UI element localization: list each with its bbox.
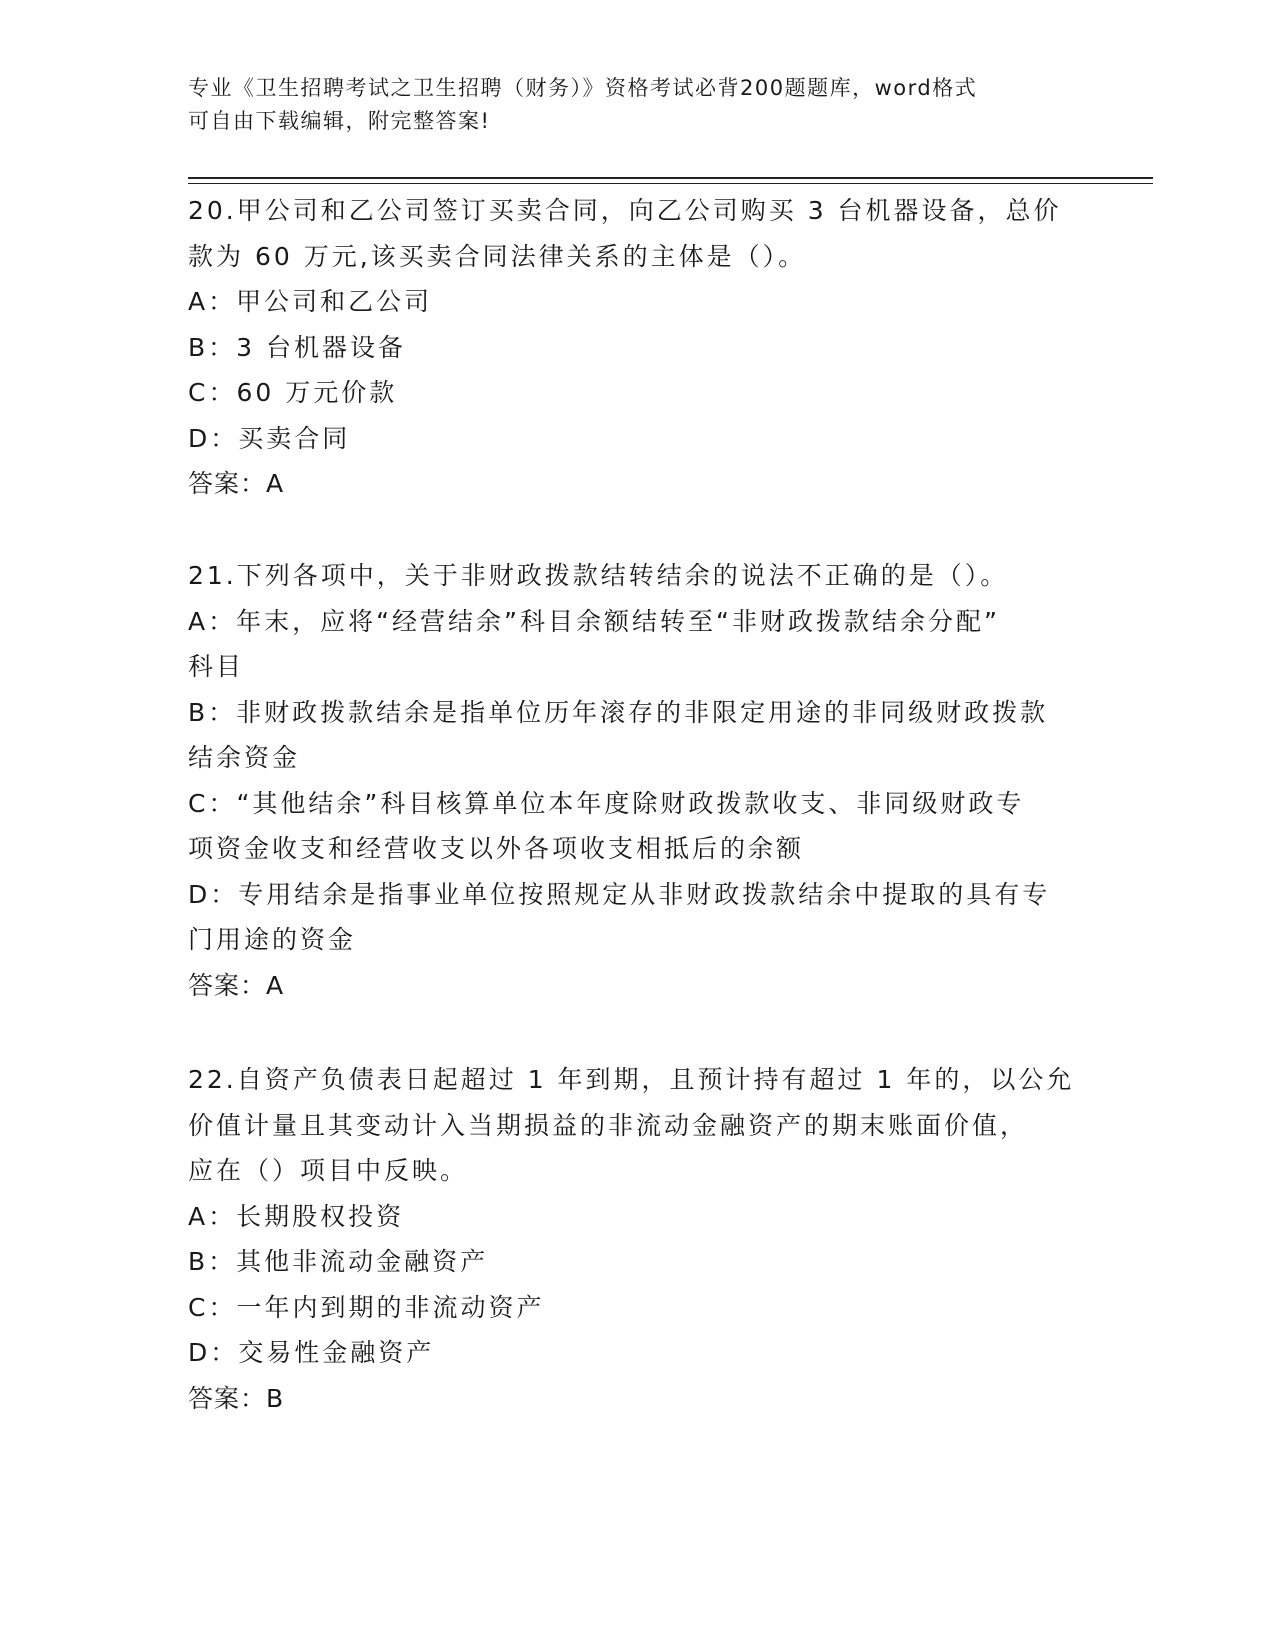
option-b: B：其他非流动金融资产 <box>188 1247 489 1276</box>
option-d-continuation: 门用途的资金 <box>188 925 357 954</box>
question-stem-line: 22.自资产负债表日起超过 1 年到期，且预计持有超过 1 年的，以公允 <box>188 1065 1075 1094</box>
question-stem-line: 价值计量且其变动计入当期损益的非流动金融资产的期末账面价值， <box>188 1110 1029 1140</box>
answer-line: 答案：A <box>188 970 285 1000</box>
option-b: B：3 台机器设备 <box>188 332 407 362</box>
option-b: B：非财政拨款结余是指单位历年滚存的非限定用途的非同级财政拨款 <box>188 697 1049 727</box>
header-divider-thick <box>188 177 1153 179</box>
option-c: C：60 万元价款 <box>188 378 398 407</box>
option-a-continuation: 科目 <box>188 652 245 681</box>
option-a: A：甲公司和乙公司 <box>188 287 433 316</box>
question-stem-line: 20.甲公司和乙公司签订买卖合同，向乙公司购买 3 台机器设备，总价 <box>188 196 1062 225</box>
question-stem-line: 款为 60 万元,该买卖合同法律关系的主体是（）。 <box>188 241 807 271</box>
option-c: C：一年内到期的非流动资产 <box>188 1292 545 1322</box>
option-d: D：买卖合同 <box>188 423 351 453</box>
option-d: D：交易性金融资产 <box>188 1338 435 1367</box>
question-stem-line: 应在（）项目中反映。 <box>188 1156 469 1185</box>
option-d: D：专用结余是指事业单位按照规定从非财政拨款结余中提取的具有专 <box>188 879 1051 909</box>
question-20 <box>188 188 1078 507</box>
question-stem-line: 21.下列各项中，关于非财政拨款结转结余的说法不正确的是（）。 <box>188 561 1009 590</box>
option-b-continuation: 结余资金 <box>188 743 301 772</box>
answer-line: 答案：B <box>188 1383 285 1413</box>
document-header <box>188 72 1068 138</box>
header-line-2: 可自由下载编辑，附完整答案! <box>188 109 491 133</box>
option-c-continuation: 项资金收支和经营收支以外各项收支相抵后的余额 <box>188 834 805 863</box>
option-c: C：“其他结余”科目核算单位本年度除财政拨款收支、非同级财政专 <box>188 788 1025 818</box>
answer-line: 答案：A <box>188 469 285 498</box>
header-line-1: 专业《卫生招聘考试之卫生招聘（财务）》资格考试必背200题题库，word格式 <box>188 76 978 100</box>
option-a: A：年末，应将“经营结余”科目余额结转至“非财政拨款结余分配” <box>188 606 1000 636</box>
option-a: A：长期股权投资 <box>188 1201 405 1231</box>
question-21 <box>188 553 1078 1008</box>
question-22 <box>188 1057 1078 1421</box>
header-divider-thin <box>188 183 1153 184</box>
